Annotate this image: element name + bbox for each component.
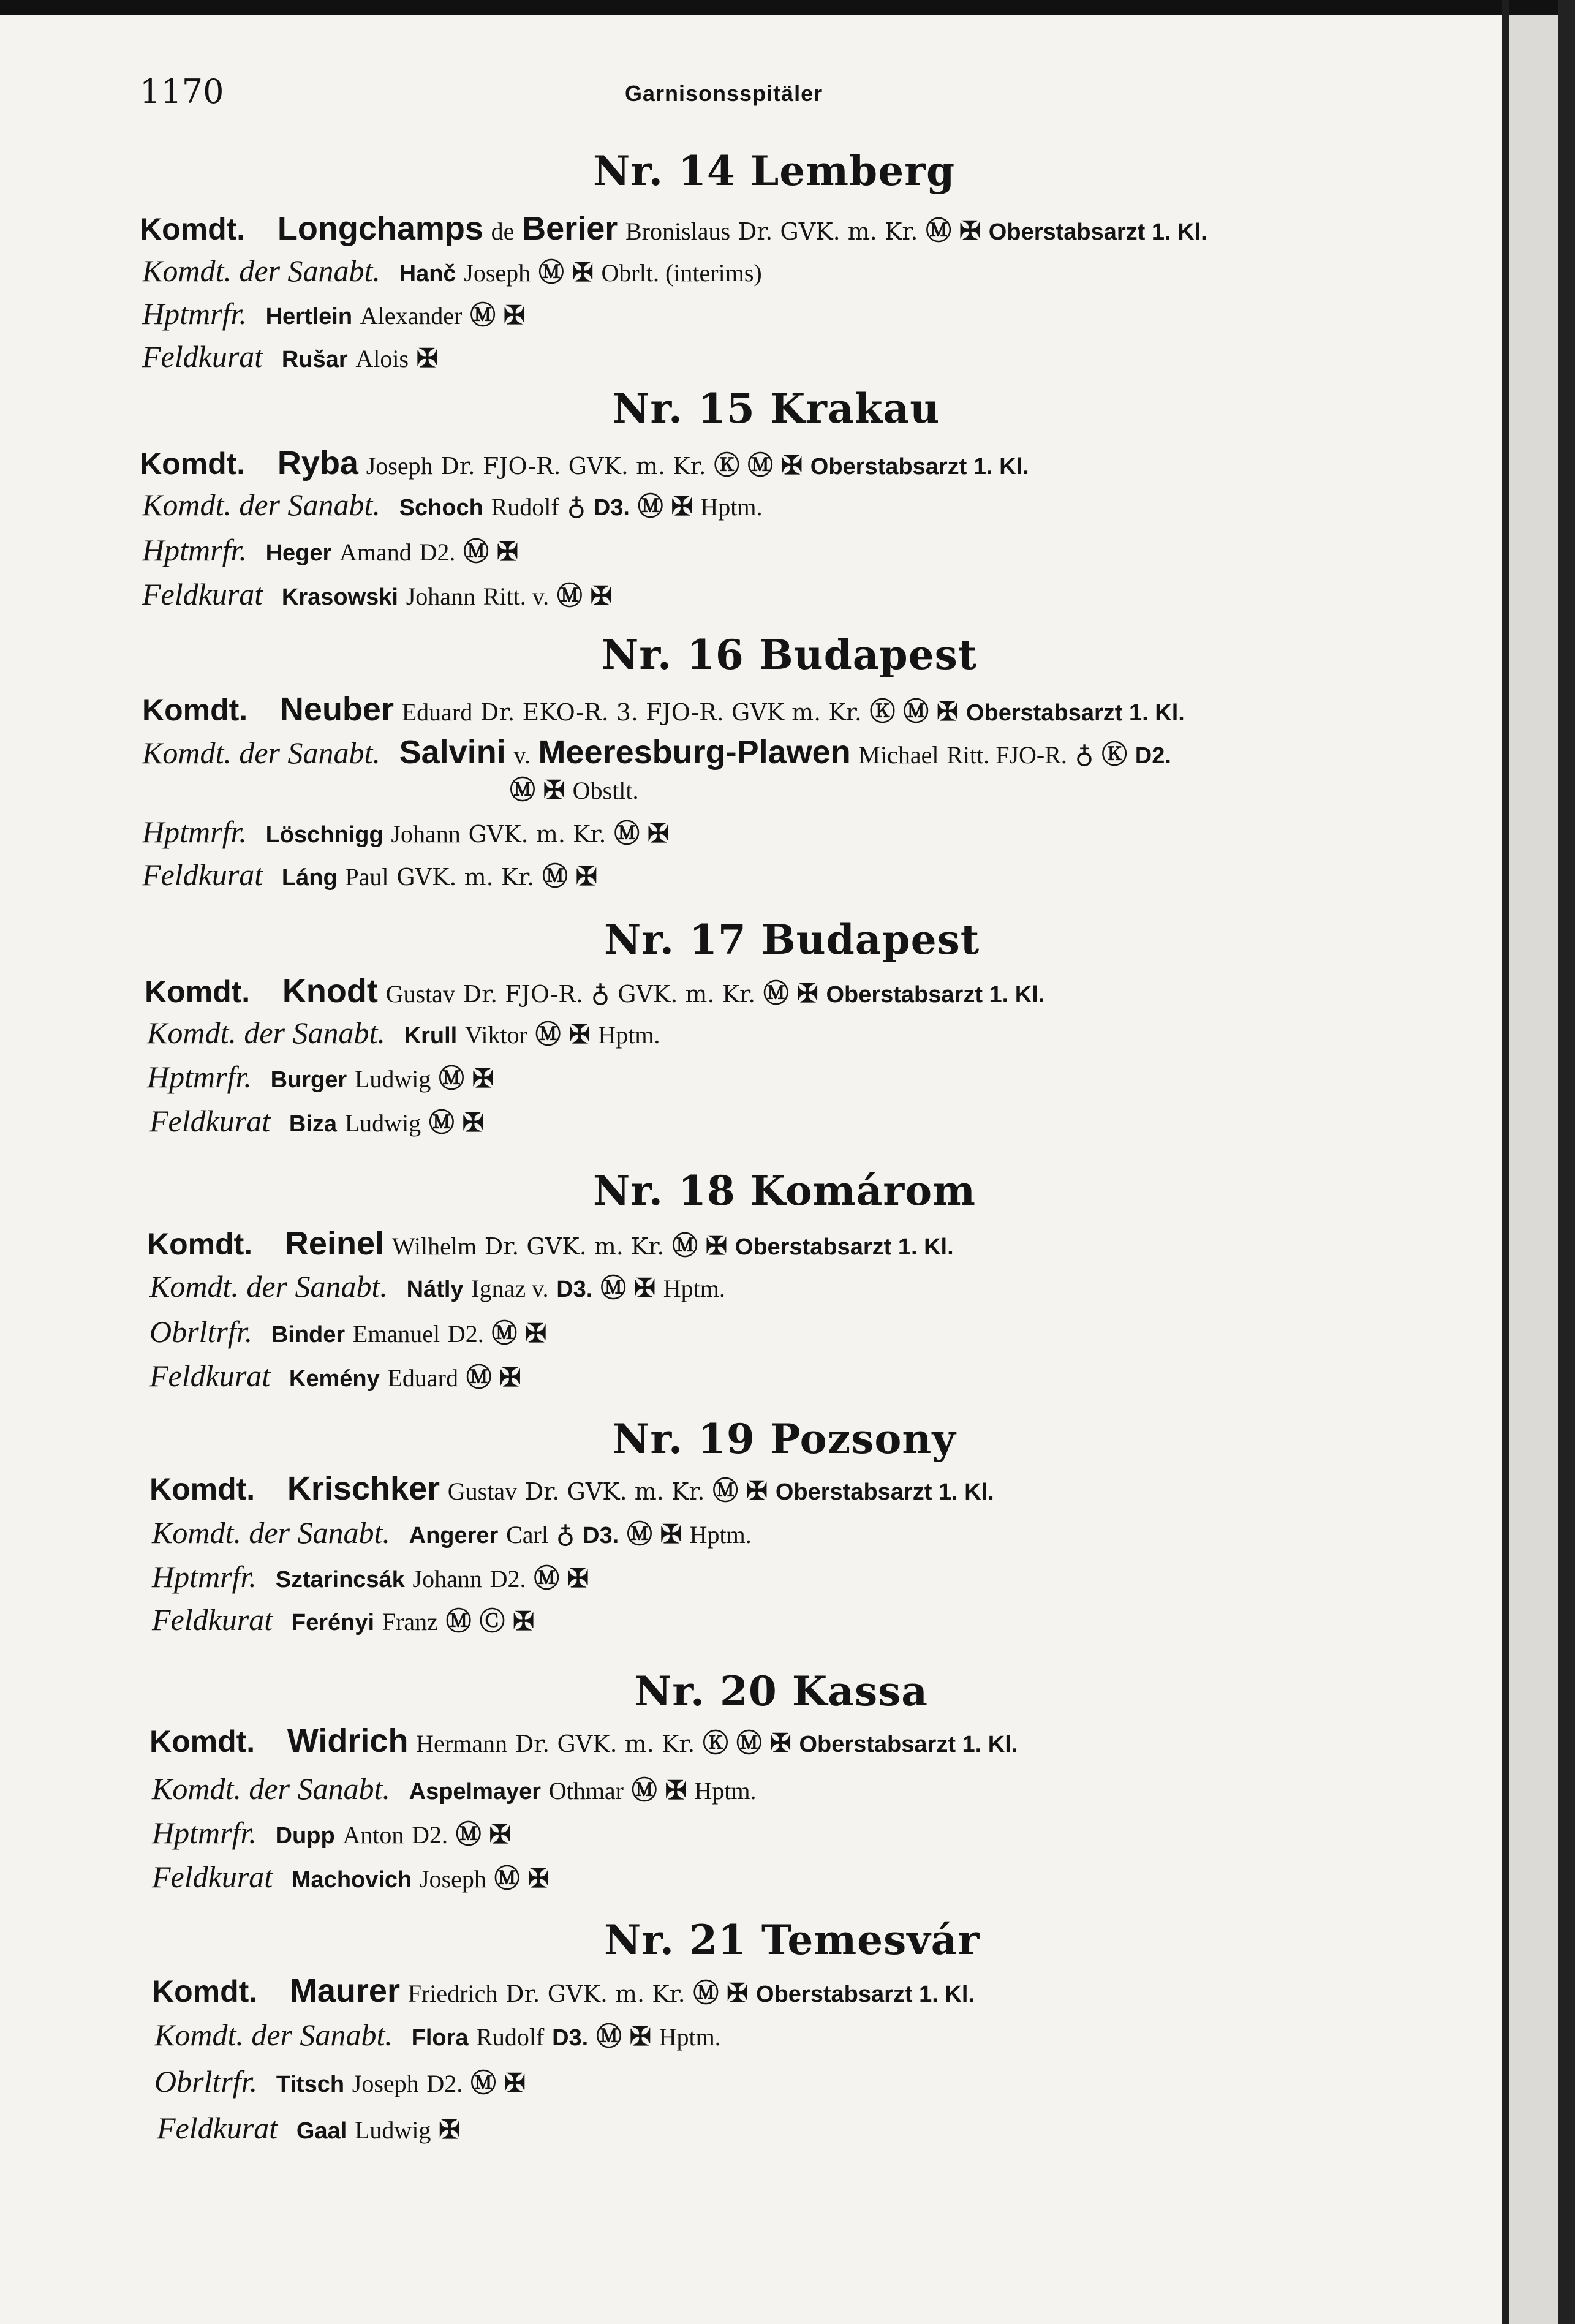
entry-komdt [149,1724,1018,1762]
m-badge-icon: Ⓜ [600,1273,627,1303]
cross-icon: ✠ [543,775,565,805]
role-label: Hptmrfr. [147,1060,252,1094]
surname: Kemény [289,1366,380,1392]
surname: Neuber [279,691,394,728]
role-label: Hptmrfr. [142,533,247,567]
decoration-class: D2. [426,2070,463,2097]
decorations: GVK. m. Kr. [396,864,535,891]
cross-icon: ✠ [629,2021,651,2051]
given-name: Joseph [352,2070,419,2097]
section-title: Nr. 14 Lemberg [593,147,956,195]
decorations: Dr. GVK. m. Kr. [515,1730,695,1757]
decorations: Dr. GVK. m. Kr. [484,1233,665,1260]
m-badge-icon: Ⓜ [538,257,564,287]
surname: Ferényi [291,1610,375,1635]
decoration-class: D2. [419,538,456,566]
rank: Hptm. [700,493,763,521]
role-label: Komdt. der Sanabt. [142,488,380,522]
order-icon: ♁ [591,978,610,1008]
entry-sanabt [149,1269,725,1307]
entry-komdt [145,974,1044,1012]
entry-sanabt [152,1771,757,1809]
role-label: Hptmrfr. [152,1560,257,1594]
given-name: Bronislaus [625,217,731,245]
particle: v. [513,741,531,769]
entry-p3 [152,1560,589,1597]
entry-sanabt [142,488,763,525]
title-suffix: Ritt. v. [483,583,550,610]
surname: Dupp [275,1823,335,1849]
cross-icon: ✠ [499,1362,521,1392]
given-name: Wilhelm [391,1232,477,1260]
decoration-class: D3. [556,1277,593,1302]
decorations: Dr. GVK. m. Kr. [524,1478,705,1505]
entry-p3 [147,1060,494,1097]
entry-kurat [149,1359,521,1396]
k-badge-icon: Ⓚ [869,696,896,726]
m-badge-icon: Ⓜ [693,1978,719,2008]
given-name: Friedrich [407,1980,498,2007]
m-badge-icon: Ⓜ [494,1863,520,1893]
entry-p3 [154,2064,526,2102]
cross-icon: ✠ [660,1519,682,1549]
surname: Ryba [277,445,358,481]
cross-icon: ✠ [959,216,981,246]
scan-frame-right [1558,0,1575,2324]
running-title: Garnisonsspitäler [625,81,823,106]
role-label: Hptmrfr. [152,1816,257,1850]
decoration-class: D3. [583,1523,619,1549]
cross-icon: ✠ [590,581,612,611]
given-name: Johann [391,820,461,848]
entry-kurat [152,1860,550,1897]
particle: de [491,217,515,245]
given-name: Ludwig [355,2116,431,2144]
cross-icon: ✠ [671,491,693,521]
entry-sanabt [152,1515,752,1553]
role-label: Komdt. der Sanabt. [147,1016,385,1050]
m-badge-icon: Ⓜ [428,1107,455,1137]
entry-komdt [147,1226,954,1264]
role-label: Hptmrfr. [142,815,247,849]
cross-icon: ✠ [647,818,670,848]
rank: Oberstabsarzt 1. Kl. [965,700,1185,726]
section-title: Nr. 20 Kassa [635,1667,929,1715]
entry-kurat [142,858,597,895]
entry-sanabt [142,254,762,291]
surname: Burger [270,1067,347,1093]
decoration-class: D2. [412,1821,448,1849]
role-label: Komdt. [142,693,248,727]
cross-icon: ✠ [575,861,597,891]
given-name: Franz [382,1608,438,1635]
cross-icon: ✠ [416,343,438,373]
cross-icon: ✠ [504,2068,526,2098]
m-badge-icon: Ⓜ [445,1606,472,1636]
role-label: Feldkurat [149,1359,271,1393]
surname: Angerer [409,1523,499,1549]
decorations: Ritt. FJO-R. [946,741,1067,769]
m-badge-icon: Ⓜ [672,1231,698,1261]
rank: Oberstabsarzt 1. Kl. [735,1234,954,1260]
surname: Flora [411,2025,469,2051]
surname: Nátly [406,1277,464,1302]
given-name: Eduard [387,1364,458,1392]
m-badge-icon: Ⓜ [637,491,663,521]
given-name: Ignaz v. [471,1275,549,1302]
section-title: Nr. 15 Krakau [613,385,940,432]
given-name: Johann [412,1565,482,1593]
role-label: Obrltrfr. [154,2064,258,2099]
entry-komdt [140,211,1207,249]
decorations: GVK. m. Kr. [468,821,606,848]
role-label: Feldkurat [142,339,263,374]
cross-icon: ✠ [503,300,526,330]
page-gutter [1502,0,1509,2324]
rank: Hptm. [659,2023,721,2051]
surname: Krull [404,1023,458,1049]
surname: Knodt [282,973,378,1009]
given-name: Michael [858,741,939,769]
role-label: Hptmrfr. [142,296,247,331]
surname: Gaal [296,2118,347,2144]
entry-komdt [149,1471,994,1509]
decorations: Dr. FJO-R. [463,981,583,1008]
surname: Widrich [287,1722,409,1759]
k-badge-icon: Ⓚ [1101,739,1128,769]
decorations: Dr. FJO-R. GVK. m. Kr. [440,453,706,480]
cross-icon: ✠ [796,978,818,1008]
entry-sanabt [147,1016,660,1053]
m-badge-icon: Ⓜ [463,537,489,567]
given-name: Rudolf [476,2023,545,2051]
role-label: Komdt. der Sanabt. [142,254,380,288]
cross-icon: ✠ [937,696,959,726]
surname: Hanč [399,261,456,287]
role-label: Komdt. [149,1472,255,1506]
surname: Rušar [281,347,348,372]
rank: Oberstabsarzt 1. Kl. [826,982,1045,1008]
surname: Biza [289,1111,338,1137]
cross-icon: ✠ [525,1318,547,1348]
decoration-class: D2. [1135,743,1171,769]
entry-komdt [140,446,1029,484]
entry-p3 [149,1315,546,1352]
rank: Hptm. [689,1521,752,1549]
order-icon: ♁ [567,491,586,521]
role-label: Komdt. der Sanabt. [152,1515,390,1550]
role-label: Feldkurat [142,577,263,611]
given-name: Hermann [416,1730,507,1757]
role-label: Komdt. [149,1724,255,1759]
decoration-class: D2. [447,1320,484,1348]
surname: Salvini [399,734,506,771]
given-name: Alexander [360,302,463,330]
given-name: Othmar [548,1777,624,1805]
rank: Oberstabsarzt 1. Kl. [810,454,1029,480]
m-badge-icon: Ⓜ [455,1819,482,1849]
given-name: Gustav [385,980,455,1008]
entry-kurat [152,1602,534,1640]
section-title: Nr. 16 Budapest [602,631,978,679]
cross-icon: ✠ [567,1563,589,1593]
m-badge-icon: Ⓜ [926,216,952,246]
m-badge-icon: Ⓜ [626,1519,652,1549]
entry-kurat [149,1104,484,1141]
m-badge-icon: Ⓜ [470,2068,497,2098]
m-badge-icon: Ⓜ [542,861,568,891]
cross-icon: ✠ [572,257,594,287]
m-badge-icon: Ⓜ [712,1476,739,1506]
decorations: Dr. GVK. m. Kr. [738,218,918,245]
role-label: Komdt. [140,212,246,246]
role-label: Komdt. [145,975,251,1009]
surname: Schoch [399,495,483,521]
c-badge-icon: Ⓒ [479,1606,505,1636]
m-badge-icon: Ⓜ [535,1019,561,1049]
entry-kurat [142,339,438,377]
rank: Oberstabsarzt 1. Kl. [988,219,1207,245]
cross-icon: ✠ [705,1231,728,1261]
role-label: Komdt. der Sanabt. [152,1771,390,1806]
surname: Longchamps [277,210,483,247]
entry-kurat [157,2111,460,2148]
surname: Reinel [284,1225,384,1262]
surname: Meeresburg-Plawen [538,734,851,771]
rank: Obrlt. (interims) [601,259,762,287]
given-name: Emanuel [352,1320,440,1348]
m-badge-icon: Ⓜ [747,450,774,480]
surname: Sztarincsák [275,1567,405,1593]
surname: Aspelmayer [409,1779,542,1805]
given-name: Rudolf [491,493,559,521]
rank: Obstlt. [572,777,639,804]
cross-icon: ✠ [568,1019,591,1049]
surname: Berier [522,210,618,247]
surname: Machovich [291,1867,412,1893]
m-badge-icon: Ⓜ [903,696,929,726]
role-label: Feldkurat [142,858,263,892]
given-name: Johann [406,583,476,610]
role-label: Obrltrfr. [149,1315,253,1349]
m-badge-icon: Ⓜ [534,1563,560,1593]
rank: Hptm. [694,1777,757,1805]
surname: Krischker [287,1470,440,1507]
surname: Heger [265,540,332,566]
given-name: Eduard [401,698,473,726]
m-badge-icon: Ⓜ [556,581,583,611]
cross-icon: ✠ [496,537,519,567]
cross-icon: ✠ [746,1476,768,1506]
entry-sanabt-continued [510,773,638,808]
cross-icon: ✠ [472,1063,494,1093]
rank: Oberstabsarzt 1. Kl. [756,1982,975,2007]
page-number: 1170 [140,72,224,111]
role-label: Feldkurat [152,1860,273,1894]
surname: Maurer [289,1972,400,2009]
role-label: Feldkurat [149,1104,271,1138]
entry-komdt [152,1974,975,2012]
cross-icon: ✠ [527,1863,550,1893]
entry-p3 [142,815,669,852]
cross-icon: ✠ [769,1728,791,1758]
entry-sanabt [142,735,1171,773]
cross-icon: ✠ [727,1978,749,2008]
surname: Titsch [276,2072,345,2097]
decorations: Dr. EKO-R. 3. FJO-R. GVK m. Kr. [480,699,862,726]
role-label: Komdt. der Sanabt. [149,1269,388,1303]
surname: Löschnigg [265,822,383,848]
given-name: Anton [342,1821,404,1849]
cross-icon: ✠ [633,1273,656,1303]
given-name: Joseph [464,259,531,287]
cross-icon: ✠ [780,450,803,480]
cross-icon: ✠ [513,1606,535,1636]
role-label: Komdt. [140,447,246,481]
role-label: Komdt. [147,1227,253,1261]
entry-p3 [152,1816,511,1853]
given-name: Viktor [464,1021,527,1049]
order-icon: ♁ [556,1519,575,1549]
m-badge-icon: Ⓜ [736,1728,762,1758]
cross-icon: ✠ [665,1775,687,1805]
surname: Láng [281,865,338,891]
section-title: Nr. 17 Budapest [604,916,980,964]
given-name: Ludwig [354,1065,431,1093]
role-label: Feldkurat [157,2111,278,2145]
m-badge-icon: Ⓜ [439,1063,465,1093]
m-badge-icon: Ⓜ [470,300,496,330]
m-badge-icon: Ⓜ [595,2021,622,2051]
rank: Oberstabsarzt 1. Kl. [775,1479,994,1505]
decorations: GVK. m. Kr. [618,981,756,1008]
given-name: Amand [339,538,412,566]
given-name: Gustav [447,1477,518,1505]
given-name: Ludwig [344,1109,421,1137]
role-label: Komdt. [152,1974,258,2009]
given-name: Carl [506,1521,548,1549]
given-name: Joseph [420,1865,486,1893]
entry-p3 [142,296,525,334]
surname: Krasowski [281,584,398,610]
rank: Oberstabsarzt 1. Kl. [799,1732,1018,1757]
k-badge-icon: Ⓚ [703,1728,729,1758]
decorations: Dr. GVK. m. Kr. [505,1980,686,2007]
decoration-class: D3. [593,495,630,521]
order-icon: ♁ [1075,739,1094,769]
entry-p3 [142,533,518,570]
rank: Hptm. [663,1275,725,1302]
m-badge-icon: Ⓜ [491,1318,518,1348]
entry-komdt [142,692,1185,730]
decoration-class: D3. [552,2025,589,2051]
m-badge-icon: Ⓜ [510,775,536,805]
given-name: Alois [355,345,409,372]
m-badge-icon: Ⓜ [763,978,789,1008]
surname: Hertlein [265,304,353,330]
k-badge-icon: Ⓚ [714,450,740,480]
role-label: Komdt. der Sanabt. [154,2018,393,2052]
m-badge-icon: Ⓜ [614,818,640,848]
m-badge-icon: Ⓜ [631,1775,657,1805]
surname: Binder [271,1322,346,1348]
given-name: Joseph [366,452,433,480]
section-title: Nr. 18 Komárom [593,1167,976,1215]
given-name: Paul [345,863,389,891]
entry-sanabt [154,2018,721,2055]
role-label: Feldkurat [152,1602,273,1637]
facing-page-edge [1509,15,1558,2324]
entry-kurat [142,577,612,614]
cross-icon: ✠ [439,2115,461,2145]
section-title: Nr. 21 Temesvár [604,1916,980,1964]
role-label: Komdt. der Sanabt. [142,736,380,770]
cross-icon: ✠ [489,1819,511,1849]
decoration-class: D2. [489,1565,526,1593]
cross-icon: ✠ [462,1107,484,1137]
section-title: Nr. 19 Pozsony [613,1415,956,1463]
m-badge-icon: Ⓜ [466,1362,492,1392]
rank: Hptm. [598,1021,660,1049]
